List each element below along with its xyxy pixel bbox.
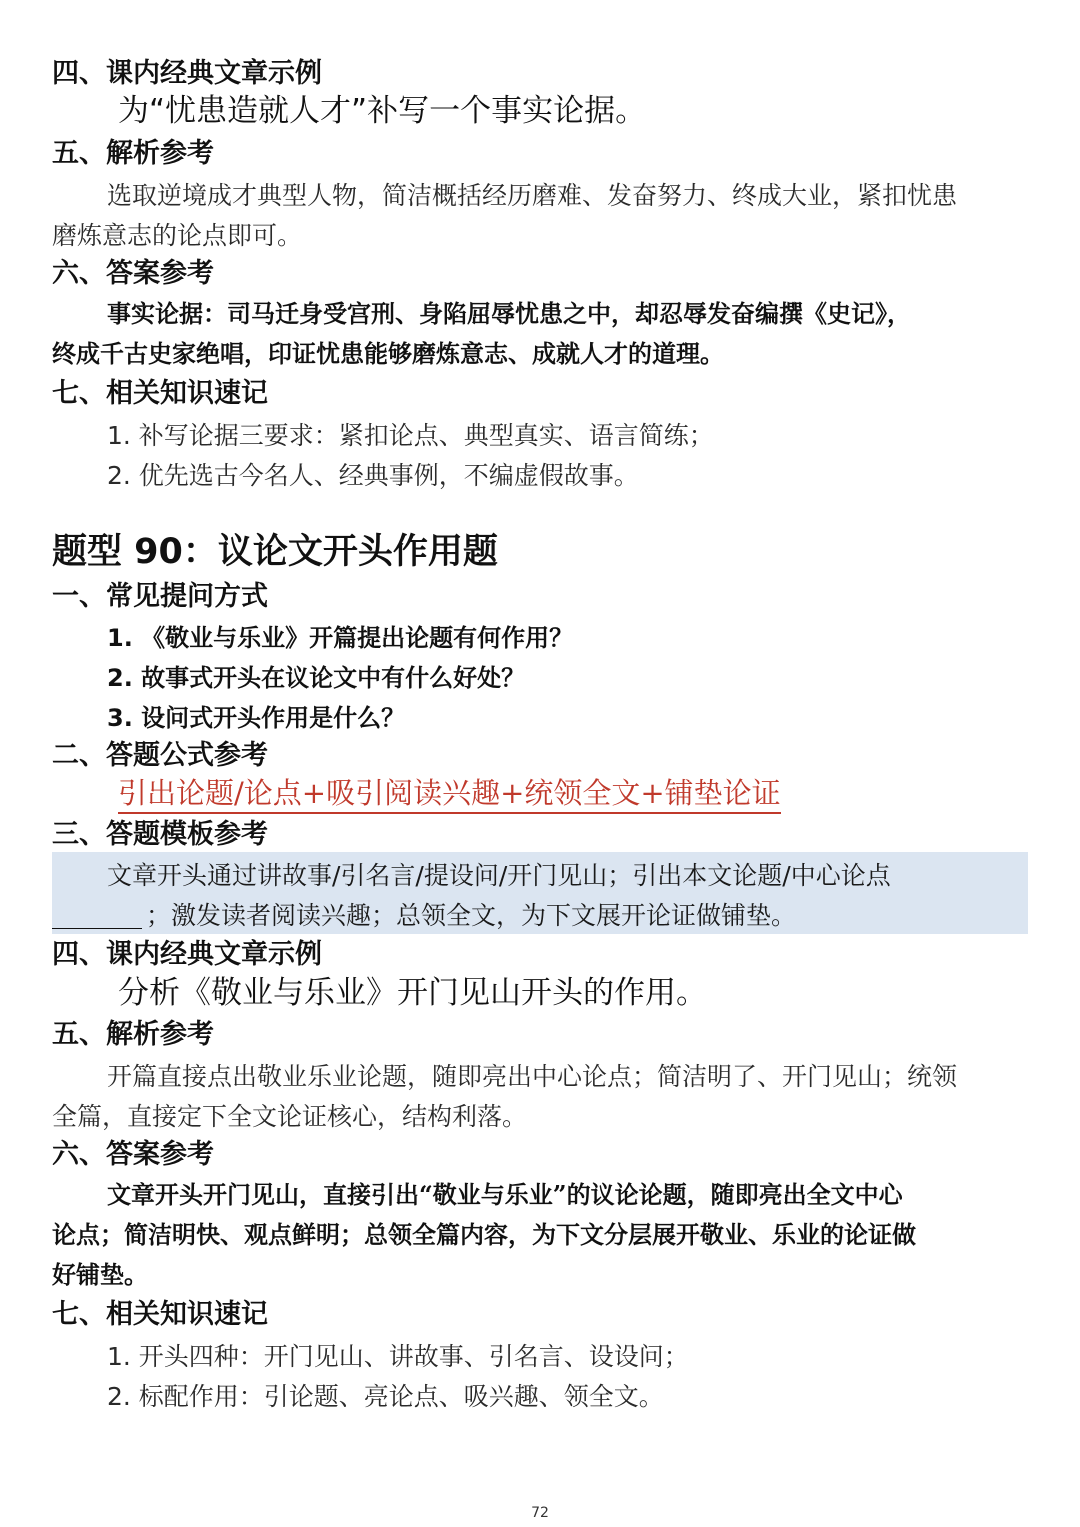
knowledge-2-item-2: 2. 标配作用：引论题、亮论点、吸兴趣、领全文。	[107, 1382, 664, 1411]
analysis-2-line-2: 全篇，直接定下全文论证核心，结构利落。	[52, 1102, 528, 1131]
page-number: 72	[531, 1505, 549, 1521]
section-heading-analysis-2: 五、解析参考	[52, 1019, 214, 1050]
answer-2-line-2: 论点；简洁明快、观点鲜明；总领全篇内容，为下文分层展开敬业、乐业的论证做	[52, 1220, 916, 1249]
section-heading-knowledge-2: 七、相关知识速记	[52, 1299, 268, 1330]
section-heading-answer-1: 六、答案参考	[52, 258, 214, 289]
section-heading-answer-2: 六、答案参考	[52, 1139, 214, 1170]
example-prompt-2: 分析《敬业与乐业》开门见山开头的作用。	[118, 975, 707, 1011]
template-line-2-text: ；激发读者阅读兴趣；总领全文，为下文展开论证做铺垫。	[146, 901, 797, 930]
template-line-1: 文章开头通过讲故事/引名言/提设问/开门见山；引出本文论题/中心论点	[107, 861, 891, 890]
section-heading-example-2: 四、课内经典文章示例	[52, 939, 322, 970]
analysis-1-line-1: 选取逆境成才典型人物，简洁概括经历磨难、发奋努力、终成大业，紧扣忧患	[107, 181, 958, 210]
question-form-2: 2. 故事式开头在议论文中有什么好处？	[107, 664, 526, 692]
fill-blank	[52, 903, 142, 929]
section-heading-template: 三、答题模板参考	[52, 819, 268, 850]
section-heading-example-1: 四、课内经典文章示例	[52, 58, 322, 89]
section-heading-question-forms: 一、常见提问方式	[52, 581, 268, 612]
section-heading-knowledge-1: 七、相关知识速记	[52, 378, 268, 409]
knowledge-1-item-2: 2. 优先选古今名人、经典事例，不编虚假故事。	[107, 461, 639, 490]
section-heading-analysis-1: 五、解析参考	[52, 138, 214, 169]
answer-1-line-2: 终成千古史家绝唱，印证忧患能够磨炼意志、成就人才的道理。	[52, 339, 724, 368]
analysis-1-line-2: 磨炼意志的论点即可。	[52, 221, 303, 250]
analysis-2-line-1: 开篇直接点出敬业乐业论题，随即亮出中心论点；简洁明了、开门见山；统领	[107, 1062, 958, 1091]
template-line-2	[52, 903, 796, 929]
answer-2-line-3: 好铺垫。	[52, 1260, 148, 1289]
knowledge-2-item-1: 1. 开头四种：开门见山、讲故事、引名言、设设问；	[107, 1342, 689, 1371]
question-type-title: 题型 90：议论文开头作用题	[52, 532, 498, 572]
example-prompt-1: 为“忧患造就人才”补写一个事实论据。	[118, 93, 647, 129]
question-form-3: 3. 设问式开头作用是什么？	[107, 704, 406, 732]
knowledge-1-item-1: 1. 补写论据三要求：紧扣论点、典型真实、语言简练；	[107, 421, 714, 450]
section-heading-formula: 二、答题公式参考	[52, 740, 268, 771]
question-form-1: 1. 《敬业与乐业》开篇提出论题有何作用？	[107, 624, 574, 652]
answer-1-line-1: 事实论据：司马迁身受宫刑、身陷屈辱忧患之中，却忍辱发奋编撰《史记》，	[107, 299, 911, 328]
answer-formula: 引出论题/论点+吸引阅读兴趣+统领全文+铺垫论证	[118, 779, 781, 814]
answer-2-line-1: 文章开头开门见山，直接引出“敬业与乐业”的议论论题，随即亮出全文中心	[107, 1180, 903, 1209]
